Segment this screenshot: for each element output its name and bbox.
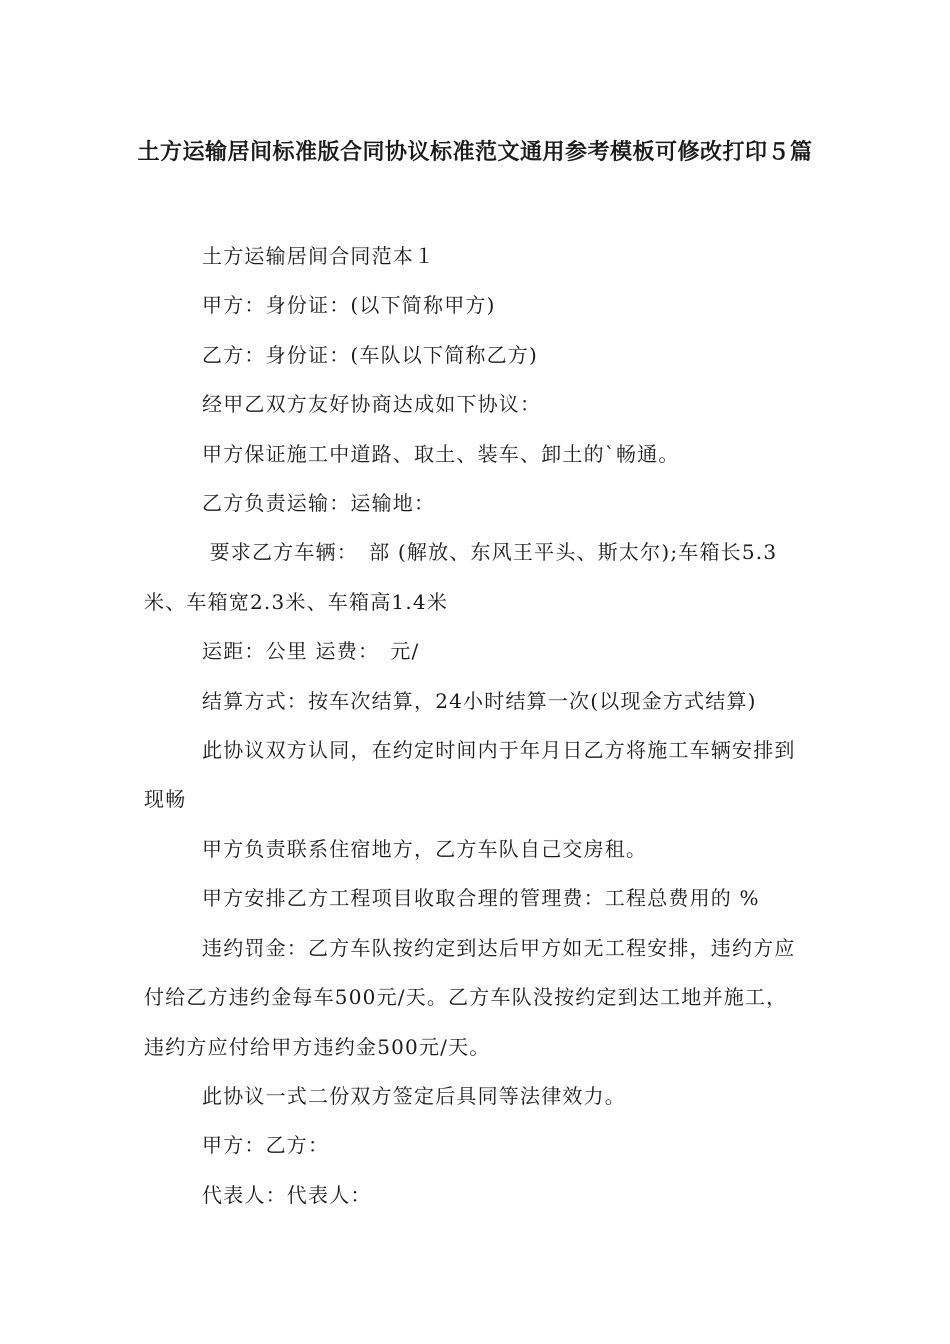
signature-representatives: 代表人：代表人： <box>202 1182 372 1207</box>
clause-transport: 乙方负责运输：运输地： <box>202 491 436 516</box>
clause-distance-fee: 运距：公里 运费： 元/ <box>202 639 420 664</box>
clause-management-fee: 甲方安排乙方工程项目收取合理的管理费：工程总费用的 % <box>202 886 760 911</box>
clause-copies: 此协议一式二份双方签定后具同等法律效力。 <box>202 1083 626 1108</box>
clause-vehicle-requirements: 要求乙方车辆： 部 (解放、东风王平头、斯太尔);车箱长5.3米、车箱宽2.3米、车箱高1.4米 <box>144 540 778 614</box>
clause-penalty: 违约罚金：乙方车队按约定到达后甲方如无工程安排，违约方应付给乙方违约金每车500元/天。乙方车队没按约定到达工地并施工，违约方应付给甲方违约金500元/天。 <box>144 935 796 1059</box>
clause-settlement: 结算方式：按车次结算，24小时结算一次(以现金方式结算) <box>202 688 757 713</box>
party-a-line: 甲方：身份证：(以下简称甲方) <box>202 293 496 318</box>
clause-road-guarantee: 甲方保证施工中道路、取土、装车、卸土的`畅通。 <box>202 441 680 466</box>
document-title: 土方运输居间标准版合同协议标准范文通用参考模板可修改打印５篇 <box>137 140 813 165</box>
document-body <box>144 232 808 1220</box>
agreement-intro: 经甲乙双方友好协商达成如下协议： <box>202 392 542 417</box>
party-b-line: 乙方：身份证：(车队以下简称乙方) <box>202 342 539 367</box>
clause-accommodation: 甲方负责联系住宿地方，乙方车队自己交房租。 <box>202 836 648 861</box>
contract-heading: 土方运输居间合同范本１ <box>202 244 436 268</box>
signature-parties: 甲方：乙方： <box>202 1133 330 1158</box>
clause-schedule: 此协议双方认同，在约定时间内于年月日乙方将施工车辆安排到现畅 <box>144 738 796 812</box>
